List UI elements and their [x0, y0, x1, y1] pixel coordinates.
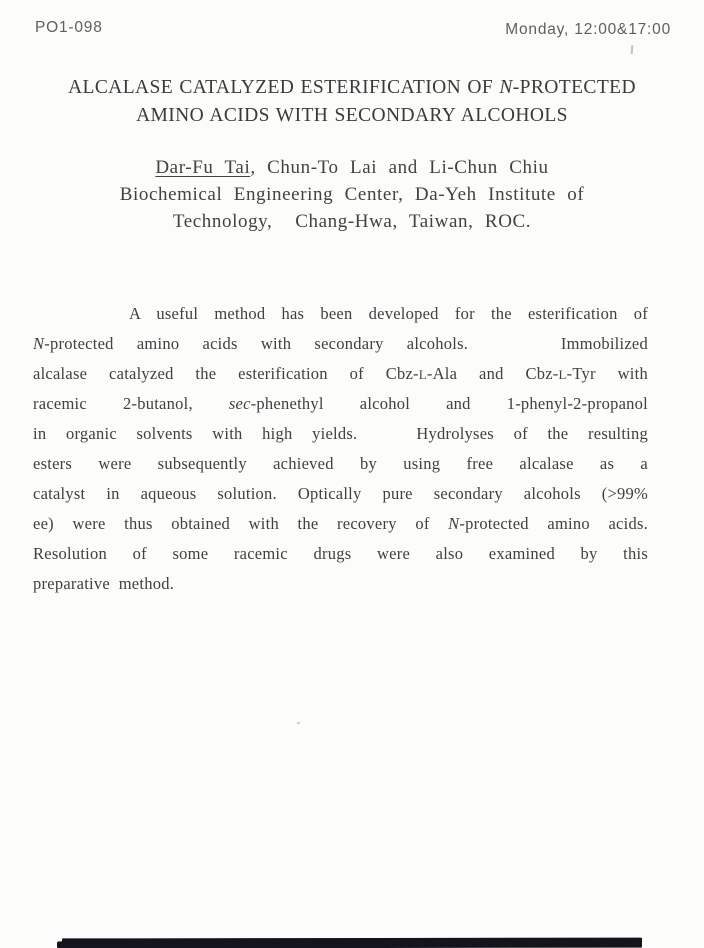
text-segment: , Chun-To Lai and Li-Chun Chiu: [250, 157, 549, 178]
text-segment: N: [33, 334, 45, 353]
abstract-line: [33, 389, 648, 419]
author-block: [30, 154, 674, 235]
text-segment: catalyst in aqueous solution. Optically pure secondary alcohols (>99%: [33, 484, 648, 503]
text-segment: -Ala and Cbz-: [426, 364, 559, 383]
abstract-line: [33, 329, 648, 359]
text-segment: preparative method.: [33, 574, 175, 593]
text-segment: -protected amino acids with secondary alcohols. Immobilized: [44, 334, 648, 353]
text-segment: sec: [228, 394, 251, 413]
text-segment: in organic solvents with high yields. Hydrolyses of the resulting: [33, 424, 648, 443]
affiliation-line-1: Biochemical Engineering Center, Da-Yeh Institute of: [119, 184, 585, 205]
abstract-line: [33, 419, 648, 449]
text-segment: esters were subsequently achieved by using free alcalase as a: [33, 454, 648, 473]
abstract-line: [33, 539, 648, 569]
abstract-line: [33, 359, 648, 389]
text-segment: alcalase catalyzed the esterification of Cbz-: [33, 364, 419, 383]
text-segment: N: [448, 514, 460, 533]
text-segment: -PROTECTED: [512, 77, 636, 98]
text-segment: racemic 2-butanol,: [33, 394, 229, 413]
author-names: [30, 154, 674, 181]
text-segment: -protected amino acids.: [459, 514, 648, 533]
abstract-line: [33, 449, 648, 479]
session-schedule: Monday, 12:00&17:00: [505, 21, 671, 38]
paper-title-line-1: [0, 74, 704, 102]
text-segment: ALCALASE CATALYZED ESTERIFICATION OF: [68, 77, 500, 98]
abstract-body: [33, 299, 648, 599]
abstract-line: [33, 479, 648, 509]
text-segment: -Tyr with: [566, 364, 648, 383]
text-segment: Dar-Fu Tai: [155, 157, 251, 178]
abstract-line: [33, 509, 648, 539]
affiliation-line-2: Technology, Chang-Hwa, Taiwan, ROC.: [172, 211, 532, 232]
abstract-line: [33, 299, 648, 329]
text-segment: ee) were thus obtained with the recovery of: [33, 514, 449, 533]
paper-title: [0, 74, 704, 130]
text-segment: -phenethyl alcohol and 1-phenyl-2-propanol: [250, 394, 648, 413]
scan-speck-artifact: [631, 45, 634, 54]
abstract-line: [33, 569, 648, 599]
text-segment: A useful method has been developed for the esterification of: [129, 304, 648, 323]
paper-title-line-2: [0, 102, 704, 130]
text-segment: N: [499, 77, 513, 98]
poster-code: PO1-098: [35, 19, 103, 36]
scan-edge-artifact: [62, 938, 642, 948]
text-segment: L: [418, 368, 427, 382]
text-segment: Resolution of some racemic drugs were also examined by this: [33, 544, 648, 563]
text-segment: L: [558, 368, 567, 382]
text-segment: AMINO ACIDS WITH SECONDARY ALCOHOLS: [136, 105, 568, 126]
scan-speck-artifact: [297, 722, 300, 724]
